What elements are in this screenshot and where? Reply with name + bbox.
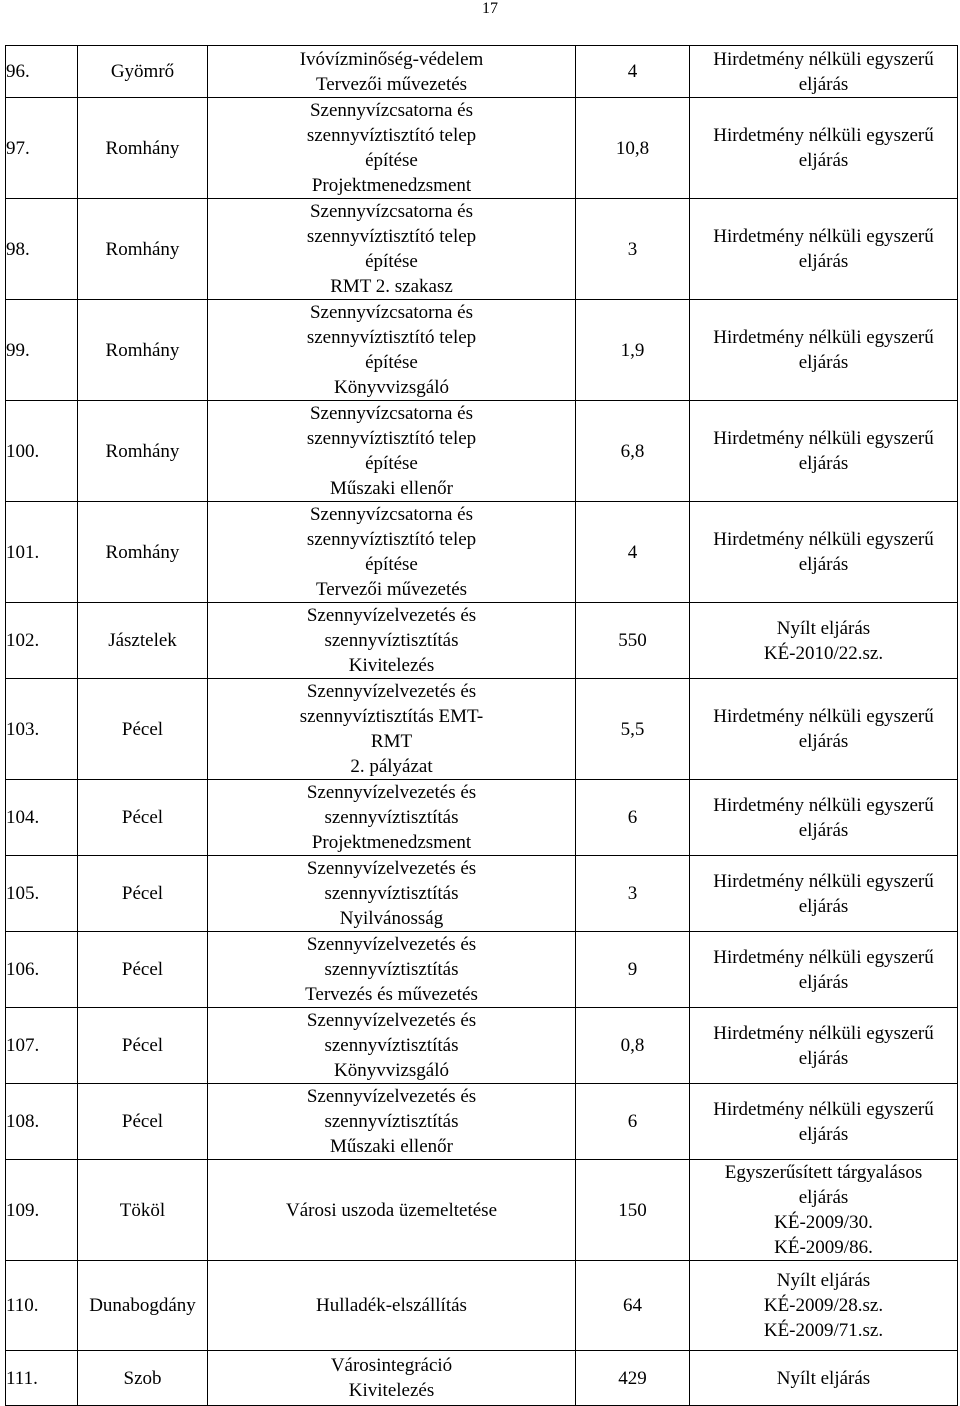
description-line: szennyvíztisztítás — [324, 1035, 459, 1056]
procedure-line: eljárás — [798, 453, 849, 474]
project-description — [208, 1084, 576, 1160]
procedure-line: Egyszerűsített tárgyalásos — [724, 1162, 923, 1183]
description-line: Szennyvízcsatorna és — [309, 100, 474, 121]
procedure-type — [690, 98, 958, 199]
table-row — [6, 199, 958, 300]
row-number: 109. — [6, 1160, 78, 1261]
table-row — [6, 780, 958, 856]
description-line: szennyvíztisztítás — [324, 959, 459, 980]
description-line: Szennyvízelvezetés és — [306, 934, 477, 955]
description-line: Szennyvízcsatorna és — [309, 504, 474, 525]
value-amount: 1,9 — [576, 300, 690, 401]
procedure-line: KÉ-2009/86. — [774, 1237, 873, 1258]
procedure-line: Hirdetmény nélküli egyszerű — [713, 125, 934, 146]
procedure-line: KÉ-2010/22.sz. — [763, 642, 884, 664]
description-line: Városi uszoda üzemeltetése — [285, 1199, 498, 1221]
row-number: 100. — [6, 401, 78, 502]
procedure-line: eljárás — [798, 73, 849, 95]
procedure-type — [690, 603, 958, 679]
procedure-type — [690, 780, 958, 856]
description-line: szennyvíztisztítás — [324, 807, 459, 828]
description-line: Kivitelezés — [348, 655, 435, 676]
procedure-type — [690, 1084, 958, 1160]
row-number: 102. — [6, 603, 78, 679]
project-description — [208, 1351, 576, 1406]
value-amount: 550 — [576, 603, 690, 679]
value-amount: 3 — [576, 199, 690, 300]
procedure-line: eljárás — [798, 554, 849, 575]
procedure-line: eljárás — [798, 819, 849, 841]
description-line: 2. pályázat — [350, 756, 433, 777]
town-name: Pécel — [78, 1084, 208, 1160]
row-number: 105. — [6, 856, 78, 932]
procedure-line: Hirdetmény nélküli egyszerű — [713, 1022, 934, 1044]
row-number: 98. — [6, 199, 78, 300]
procedure-type — [690, 679, 958, 780]
description-line: szennyvíztisztító telep — [306, 327, 477, 348]
procedure-line: KÉ-2009/28.sz. — [763, 1295, 884, 1316]
town-name: Szob — [78, 1351, 208, 1406]
table-row — [6, 603, 958, 679]
table-row — [6, 679, 958, 780]
procedure-line: eljárás — [798, 731, 849, 752]
description-line: Tervezői művezetés — [315, 579, 468, 600]
project-description — [208, 1008, 576, 1084]
description-line: Műszaki ellenőr — [330, 1136, 453, 1157]
project-description — [208, 300, 576, 401]
project-description — [208, 98, 576, 199]
procedure-type — [690, 46, 958, 98]
description-line: szennyvíztisztítás — [324, 1111, 459, 1132]
value-amount: 9 — [576, 932, 690, 1008]
procedure-type — [690, 502, 958, 603]
procedure-line: Hirdetmény nélküli egyszerű — [713, 428, 934, 449]
value-amount: 64 — [576, 1261, 690, 1351]
project-description — [208, 856, 576, 932]
description-line: Szennyvízelvezetés és — [306, 681, 477, 702]
description-line: szennyvíztisztítás — [324, 883, 459, 904]
row-number: 103. — [6, 679, 78, 780]
description-line: szennyvíztisztítás EMT- — [299, 706, 484, 727]
description-line: Tervezés és művezetés — [305, 984, 478, 1005]
project-description — [208, 932, 576, 1008]
description-line: építése — [365, 251, 418, 272]
procedure-line: eljárás — [798, 1187, 849, 1208]
row-number: 96. — [6, 46, 78, 98]
town-name: Pécel — [78, 1008, 208, 1084]
description-line: Ivóvízminőség-védelem — [299, 48, 484, 70]
value-amount: 4 — [576, 502, 690, 603]
procedure-line: Nyílt eljárás — [776, 1367, 871, 1389]
procedure-line: eljárás — [798, 1047, 849, 1069]
project-description — [208, 46, 576, 98]
procedure-type — [690, 1351, 958, 1406]
description-line: Szennyvízelvezetés és — [306, 782, 477, 803]
table-row — [6, 46, 958, 98]
description-line: Könyvvizsgáló — [333, 377, 450, 398]
value-amount: 6,8 — [576, 401, 690, 502]
description-line: Szennyvízcsatorna és — [309, 403, 474, 424]
town-name: Dunabogdány — [78, 1261, 208, 1351]
project-description — [208, 780, 576, 856]
procedure-type — [690, 199, 958, 300]
value-amount: 6 — [576, 780, 690, 856]
procedure-type — [690, 1160, 958, 1261]
procedure-line: eljárás — [798, 1123, 849, 1145]
procedure-line: Hirdetmény nélküli egyszerű — [713, 794, 934, 816]
procedure-type — [690, 1008, 958, 1084]
value-amount: 4 — [576, 46, 690, 98]
table-row — [6, 1351, 958, 1406]
project-description — [208, 199, 576, 300]
description-line: szennyvíztisztító telep — [306, 226, 477, 247]
procedure-line: Hirdetmény nélküli egyszerű — [713, 946, 934, 968]
town-name: Pécel — [78, 679, 208, 780]
procurement-table — [5, 45, 958, 1406]
procedure-line: Nyílt eljárás — [776, 617, 871, 639]
town-name: Romhány — [78, 401, 208, 502]
description-line: RMT 2. szakasz — [330, 276, 453, 297]
procedure-line: Hirdetmény nélküli egyszerű — [713, 706, 934, 727]
project-description — [208, 1160, 576, 1261]
procedure-type — [690, 300, 958, 401]
description-line: építése — [365, 352, 418, 373]
table-row — [6, 1160, 958, 1261]
description-line: építése — [365, 554, 418, 575]
table-row — [6, 300, 958, 401]
town-name: Gyömrő — [78, 46, 208, 98]
description-line: Tervezői művezetés — [315, 73, 468, 95]
description-line: Nyilvánosság — [339, 908, 444, 929]
procedure-line: KÉ-2009/71.sz. — [763, 1320, 884, 1341]
page-number: 17 — [482, 0, 498, 17]
description-line: szennyvíztisztító telep — [306, 529, 477, 550]
description-line: Hulladék-elszállítás — [316, 1295, 467, 1316]
town-name: Romhány — [78, 502, 208, 603]
description-line: szennyvíztisztítás — [324, 630, 459, 651]
description-line: Szennyvízcsatorna és — [309, 201, 474, 222]
procedure-line: Hirdetmény nélküli egyszerű — [713, 226, 934, 247]
value-amount: 5,5 — [576, 679, 690, 780]
procedure-line: eljárás — [798, 251, 849, 272]
procedure-type — [690, 401, 958, 502]
description-line: Műszaki ellenőr — [330, 478, 453, 499]
town-name: Romhány — [78, 300, 208, 401]
row-number: 101. — [6, 502, 78, 603]
row-number: 108. — [6, 1084, 78, 1160]
value-amount: 10,8 — [576, 98, 690, 199]
procedure-line: eljárás — [798, 895, 849, 917]
project-description — [208, 502, 576, 603]
table-row — [6, 98, 958, 199]
procedure-line: Hirdetmény nélküli egyszerű — [713, 1098, 934, 1120]
procedure-line: Hirdetmény nélküli egyszerű — [713, 870, 934, 892]
project-description — [208, 603, 576, 679]
description-line: Szennyvízelvezetés és — [306, 605, 477, 626]
table-row — [6, 1008, 958, 1084]
procedure-type — [690, 1261, 958, 1351]
value-amount: 0,8 — [576, 1008, 690, 1084]
description-line: szennyvíztisztító telep — [306, 428, 477, 449]
row-number: 106. — [6, 932, 78, 1008]
table-row — [6, 401, 958, 502]
description-line: Szennyvízelvezetés és — [306, 1010, 477, 1031]
table-row — [6, 502, 958, 603]
procedure-line: Hirdetmény nélküli egyszerű — [713, 327, 934, 348]
procedure-line: KÉ-2009/30. — [774, 1212, 873, 1233]
row-number: 97. — [6, 98, 78, 199]
row-number: 104. — [6, 780, 78, 856]
table-row — [6, 1261, 958, 1351]
procedure-type — [690, 856, 958, 932]
description-line: szennyvíztisztító telep — [306, 125, 477, 146]
description-line: Könyvvizsgáló — [333, 1060, 450, 1081]
procedure-line: eljárás — [798, 150, 849, 171]
row-number: 99. — [6, 300, 78, 401]
town-name: Romhány — [78, 199, 208, 300]
table-row — [6, 1084, 958, 1160]
description-line: Projektmenedzsment — [311, 175, 472, 196]
row-number: 110. — [6, 1261, 78, 1351]
town-name: Pécel — [78, 932, 208, 1008]
description-line: RMT — [370, 731, 413, 752]
procedure-line: Hirdetmény nélküli egyszerű — [713, 48, 934, 70]
town-name: Tököl — [78, 1160, 208, 1261]
project-description — [208, 679, 576, 780]
town-name: Jásztelek — [78, 603, 208, 679]
description-line: építése — [365, 150, 418, 171]
town-name: Romhány — [78, 98, 208, 199]
description-line: Kivitelezés — [348, 1380, 435, 1401]
procedure-line: eljárás — [798, 352, 849, 373]
description-line: Projektmenedzsment — [311, 832, 472, 853]
table-row — [6, 932, 958, 1008]
row-number: 107. — [6, 1008, 78, 1084]
value-amount: 3 — [576, 856, 690, 932]
project-description — [208, 401, 576, 502]
description-line: Városintegráció — [330, 1355, 453, 1376]
value-amount: 6 — [576, 1084, 690, 1160]
procedure-line: eljárás — [798, 971, 849, 993]
project-description — [208, 1261, 576, 1351]
description-line: Szennyvízcsatorna és — [309, 302, 474, 323]
value-amount: 150 — [576, 1160, 690, 1261]
town-name: Pécel — [78, 780, 208, 856]
procedure-line: Hirdetmény nélküli egyszerű — [713, 529, 934, 550]
table-row — [6, 856, 958, 932]
description-line: Szennyvízelvezetés és — [306, 858, 477, 879]
procedure-line: Nyílt eljárás — [776, 1270, 871, 1291]
row-number: 111. — [6, 1351, 78, 1406]
procedure-type — [690, 932, 958, 1008]
description-line: Szennyvízelvezetés és — [306, 1086, 477, 1107]
town-name: Pécel — [78, 856, 208, 932]
description-line: építése — [365, 453, 418, 474]
value-amount: 429 — [576, 1351, 690, 1406]
